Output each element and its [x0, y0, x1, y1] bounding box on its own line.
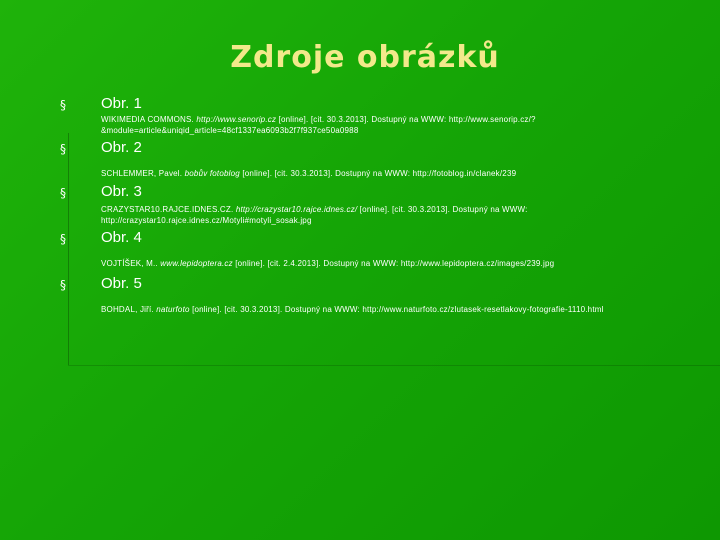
slide-frame-line [68, 133, 69, 365]
bullet-icon: § [60, 142, 66, 156]
item-reference: SCHLEMMER, Pavel. bobův fotoblog [online]. [cit. 30.3.2013]. Dostupný na WWW: http://fotoblog.in/clanek/239 [101, 169, 517, 178]
bullet-icon: § [60, 232, 66, 246]
item-reference: WIKIMEDIA COMMONS. http://www.senorip.cz [online]. [cit. 30.3.2013]. Dostupný na WWW: http://www.senorip.cz/?&module=article&uniqid_article=48cf1337ea6093b2f7f937ce50a0988 [101, 115, 536, 135]
item-reference: CRAZYSTAR10.RAJCE.IDNES.CZ. http://crazystar10.rajce.idnes.cz/ [online]. [cit. 30.3.2013]. Dostupný na WWW: http://crazystar10.rajce.idnes.cz/Motyli#motyli_sosak.jpg [101, 205, 528, 225]
slide-title: Zdroje obrázků [230, 40, 500, 75]
item-reference: BOHDAL, Jiří. naturfoto [online]. [cit. 30.3.2013]. Dostupný na WWW: http://www.naturfoto.cz/zlutasek-resetlakovy-fotografie-1110.html [101, 305, 604, 314]
bullet-icon: § [60, 98, 66, 112]
item-label: Obr. 4 [101, 229, 142, 246]
item-label: Obr. 1 [101, 95, 142, 112]
item-label: Obr. 3 [101, 183, 142, 200]
bullet-icon: § [60, 278, 66, 292]
item-label: Obr. 5 [101, 275, 142, 292]
slide-frame-line-bottom [68, 365, 720, 366]
item-reference: VOJTÍŠEK, M.. www.lepidoptera.cz [online]. [cit. 2.4.2013]. Dostupný na WWW: http://www.lepidoptera.cz/images/239.jpg [101, 259, 555, 268]
bullet-icon: § [60, 186, 66, 200]
item-label: Obr. 2 [101, 139, 142, 156]
